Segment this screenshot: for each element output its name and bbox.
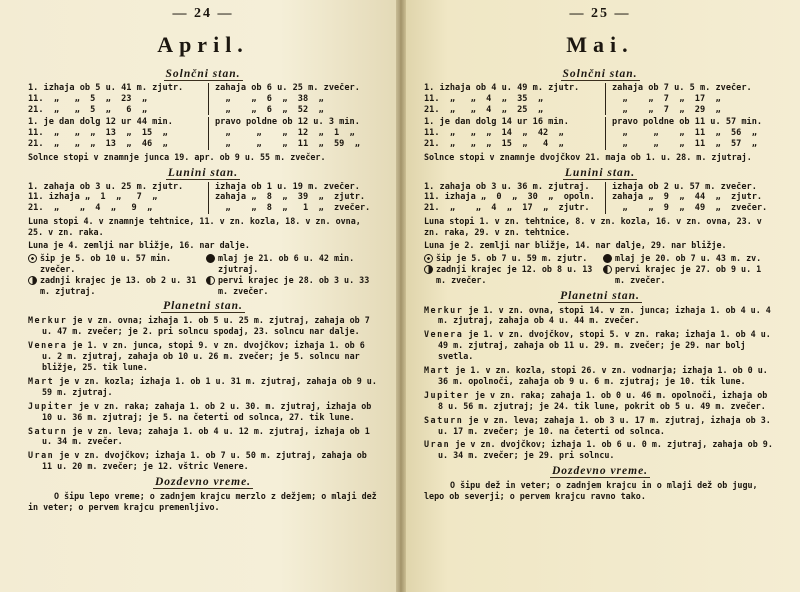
planet-entry: Uran je v zn. dvojčkov; izhaja 1. ob 6 u. 0 m. zjutraj, zahaja ob 9. u. 34 m. zvečer; je 29. pri solncu. [424, 439, 773, 461]
first-quarter-icon [206, 276, 215, 285]
moon-distance-line: Luna je 4. zemlji nar bližje, 16. nar dalje. [28, 239, 250, 250]
section-heading-planets: Planetni stan. [560, 289, 640, 302]
moon-line: 21. „ „ 4 „ 17 „ zjutr. [424, 203, 590, 214]
sun-set-line: „ „ 7 „ 29 „ [612, 104, 721, 115]
phase-item: pervi krajec je 28. ob 3 u. 33 m. zvečer. [206, 275, 378, 297]
moon-phases [28, 253, 378, 297]
planet-name: Mart [28, 375, 55, 386]
phase-item: šip je 5. ob 10 u. 57 min. zvečer. [28, 253, 200, 275]
planet-name: Uran [424, 439, 451, 450]
sun-set-line: zahaja ob 6 u. 25 m. zvečer. [215, 83, 360, 93]
planet-name: Merkur [28, 315, 68, 326]
phase-item: pervi krajec je 27. ob 9 u. 1 m. zvečer. [603, 264, 776, 286]
planet-name: Mart [424, 365, 451, 376]
section-heading-weather: Dozdevno vreme. [154, 476, 252, 489]
last-quarter-icon [424, 265, 433, 274]
moon-line: zahaja „ 9 „ 44 „ zjutr. [612, 192, 763, 203]
moon-distance-line: Luna je 2. zemlji nar bližje, 14. nar dalje, 29. nar bližje. [424, 239, 727, 250]
sun-day-noon-table [424, 117, 776, 149]
planet-entry: Saturn je v zn. leva; zahaja 1. ob 3 u. 17 m. zjutraj, izhaja ob 3. u. 17 m. zvečer; je 10. na četerti od solnca. [424, 414, 771, 436]
new-moon-icon [206, 254, 215, 263]
planet-entry: Merkur je 1. v zn. ovna, stopi 14. v zn. junca; izhaja 1. ob 4 u. 4 m. zjutraj, zahaja ob 4 u. 44 m. zvečer. [424, 304, 771, 326]
sun-rise-line: 1. izhaja ob 4 u. 49 m. zjutr. [424, 83, 580, 93]
moon-sign-line: Luna stopi 4. v znamnje tehtnice, 11. v zn. kozla, 18. v zn. ovna, 25. v zn. raka. [28, 216, 361, 237]
planet-name: Jupiter [28, 400, 74, 411]
planet-entry: Jupiter je v zn. raka; zahaja 1. ob 2 u. 30. m. zjutraj, izhaja ob 10 u. 36 m. zjutraj; je 5. na četerti od solnca, 27. tik lune. [28, 400, 372, 422]
day-length-line: 1. je dan dolg 12 ur 44 min. [28, 117, 173, 128]
moon-rise-set-table [424, 182, 776, 214]
moon-line: izhaja ob 1 u. 19 m. zvečer. [215, 181, 360, 192]
sun-set-line: „ „ 6 „ 38 „ [215, 93, 324, 104]
planet-name: Uran [28, 450, 55, 461]
moon-line: 1. zahaja ob 3 u. 36 m. zjutraj. [424, 181, 590, 192]
moon-line: 21. „ „ 4 „ 9 „ [28, 203, 153, 214]
planet-entry: Saturn je v zn. leva; zahaja 1. ob 4 u. 12 m. zjutraj, izhaja ob 1 u. 34 m. zvečer. [28, 425, 370, 447]
last-quarter-icon [28, 276, 37, 285]
noon-line: pravo poldne ob 12 u. 3 min. [215, 117, 360, 128]
sun-rise-line: 21. „ „ 4 „ 25 „ [424, 104, 543, 115]
moon-line: 11. izhaja „ 1 „ 7 „ [28, 192, 158, 203]
page-number: — 25 — [569, 6, 631, 21]
sun-sign-line: Solnce stopi v znamnje junca 19. apr. ob 9 u. 55 m. zvečer. [28, 151, 326, 162]
month-title: April. [157, 32, 249, 57]
sun-rise-line: 11. „ „ 5 „ 23 „ [28, 93, 147, 104]
moon-line: „ „ 9 „ 49 „ zvečer. [612, 203, 768, 214]
full-moon-icon [28, 254, 37, 263]
phase-item: šip je 5. ob 7 u. 59 m. zjutr. [424, 253, 597, 264]
weather-text: O šipu dež in veter; o zadnjem krajcu in o mlaji dež ob jugu, lepo ob severji; o pervem krajcu ravno tako. [424, 480, 758, 502]
sun-set-line: zahaja ob 7 u. 5 m. zvečer. [612, 83, 752, 93]
first-quarter-icon [603, 265, 612, 274]
planet-name: Saturn [28, 425, 68, 436]
day-length-line: 1. je dan dolg 14 ur 16 min. [424, 117, 569, 128]
phase-item: mlaj je 21. ob 6 u. 42 min. zjutraj. [206, 253, 378, 275]
moon-line: izhaja ob 2 u. 57 m. zvečer. [612, 181, 757, 192]
section-heading-moon: Lunini stan. [167, 166, 239, 179]
noon-line: „ „ „ 11 „ 57 „ [612, 138, 757, 149]
sun-rise-set-table [424, 83, 776, 115]
new-moon-icon [603, 254, 612, 263]
noon-line: „ „ „ 12 „ 1 „ [215, 128, 355, 139]
planet-name: Saturn [424, 414, 464, 425]
page-right [400, 0, 800, 592]
day-length-line: 21. „ „ „ 13 „ 46 „ [28, 138, 168, 149]
section-heading-weather: Dozdevno vreme. [551, 465, 649, 478]
sun-day-noon-table [28, 117, 378, 149]
planet-entry: Venera je 1. v zn. dvojčkov, stopi 5. v zn. raka; izhaja 1. ob 4 u. 49 m. zjutraj, zahaja ob 11 u. 29. m. zvečer; je 29. nar bolj svetla. [424, 329, 771, 362]
sun-set-line: „ „ 7 „ 17 „ [612, 93, 721, 104]
planet-name: Jupiter [424, 389, 470, 400]
sun-set-line: „ „ 6 „ 52 „ [215, 104, 324, 115]
sun-rise-set-table [28, 83, 378, 115]
day-length-line: 11. „ „ „ 14 „ 42 „ [424, 128, 564, 139]
moon-sign-line: Luna stopi 1. v zn. tehtnice, 8. v zn. kozla, 16. v zn. ovna, 23. v zn. raka, 29. v zn. tehtnice. [424, 216, 762, 237]
noon-line: „ „ „ 11 „ 59 „ [215, 138, 360, 149]
planet-entry: Mart je 1. v zn. kozla, stopi 26. v zn. vodnarja; izhaja 1. ob 0 u. 36 m. opolnoči, zahaja ob 9 u. 6 m. zjutraj; je 10. tik lune. [424, 365, 768, 386]
book-spine [396, 0, 406, 592]
planet-name: Venera [28, 340, 68, 351]
planet-entry: Mart je v zn. kozla; izhaja 1. ob 1 u. 31 m. zjutraj, zahaja ob 9 u. 59 m. zjutraj. [28, 375, 377, 397]
section-heading-sun: Solnčni stan. [165, 68, 241, 80]
page-number: — 24 — [172, 6, 234, 21]
sun-rise-line: 21. „ „ 5 „ 6 „ [28, 104, 147, 115]
month-title: Mai. [566, 32, 634, 57]
full-moon-icon [424, 254, 433, 263]
phase-item: mlaj je 20. ob 7 u. 43 m. zv. [603, 253, 776, 264]
section-heading-moon: Lunini stan. [564, 166, 636, 179]
phase-item: zadnji krajec je 13. ob 2 u. 31 m. zjutraj. [28, 275, 200, 297]
noon-line: pravo poldne ob 11 u. 57 min. [612, 117, 763, 128]
moon-rise-set-table [28, 182, 378, 214]
planet-entry: Venera je 1. v zn. junca, stopi 9. v zn. dvojčkov; izhaja 1. ob 6 u. 2 m. zjutraj, zahaja ob 10 u. 26 m. zvečer; je 5. solncu nar bližje, 25. tik lune. [28, 340, 365, 373]
planet-entry: Jupiter je v zn. raka; zahaja 1. ob 0 u. 46 m. opolnoči, izhaja ob 8 u. 56 m. zjutraj; je 24. tik lune, pokrit ob 5 u. 49 m. zvečer. [424, 389, 768, 411]
day-length-line: 21. „ „ „ 15 „ 4 „ [424, 138, 564, 149]
phase-item: zadnji krajec je 12. ob 8 u. 13 m. zvečer. [424, 264, 597, 286]
sun-rise-line: 11. „ „ 4 „ 35 „ [424, 93, 543, 104]
weather-text: O šipu lepo vreme; o zadnjem krajcu merzlo z dežjem; o mlaji dež in veter; o pervem krajcu premenljivo. [28, 491, 377, 513]
sun-sign-line: Solnce stopi v znamnje dvojčkov 21. maja ob 1. u. 28. m. zjutraj. [424, 151, 752, 162]
planet-entry: Uran je v zn. dvojčkov; izhaja 1. ob 7 u. 50 m. zjutraj, zahaja ob 11 u. 20 m. zvečer; je 12. vštric Venere. [28, 450, 367, 472]
noon-line: „ „ „ 11 „ 56 „ [612, 128, 757, 139]
section-heading-planets: Planetni stan. [163, 300, 243, 313]
planet-name: Venera [424, 329, 464, 340]
moon-line: 11. izhaja „ 0 „ 30 „ opoln. [424, 192, 595, 203]
moon-line: „ „ 8 „ 1 „ zvečer. [215, 203, 371, 214]
planet-name: Merkur [424, 304, 464, 315]
planet-entry: Merkur je v zn. ovna; izhaja 1. ob 5 u. 25 m. zjutraj, zahaja ob 7 u. 47 m. zvečer; je 2. pri solncu spodaj, 23. solncu nar dalje. [28, 315, 370, 337]
moon-phases [424, 253, 776, 286]
day-length-line: 11. „ „ „ 13 „ 15 „ [28, 128, 168, 139]
section-heading-sun: Solnčni stan. [562, 68, 638, 80]
moon-line: 1. zahaja ob 3 u. 25 m. zjutr. [28, 181, 184, 192]
moon-line: zahaja „ 8 „ 39 „ zjutr. [215, 192, 366, 203]
sun-rise-line: 1. izhaja ob 5 u. 41 m. zjutr. [28, 83, 184, 93]
